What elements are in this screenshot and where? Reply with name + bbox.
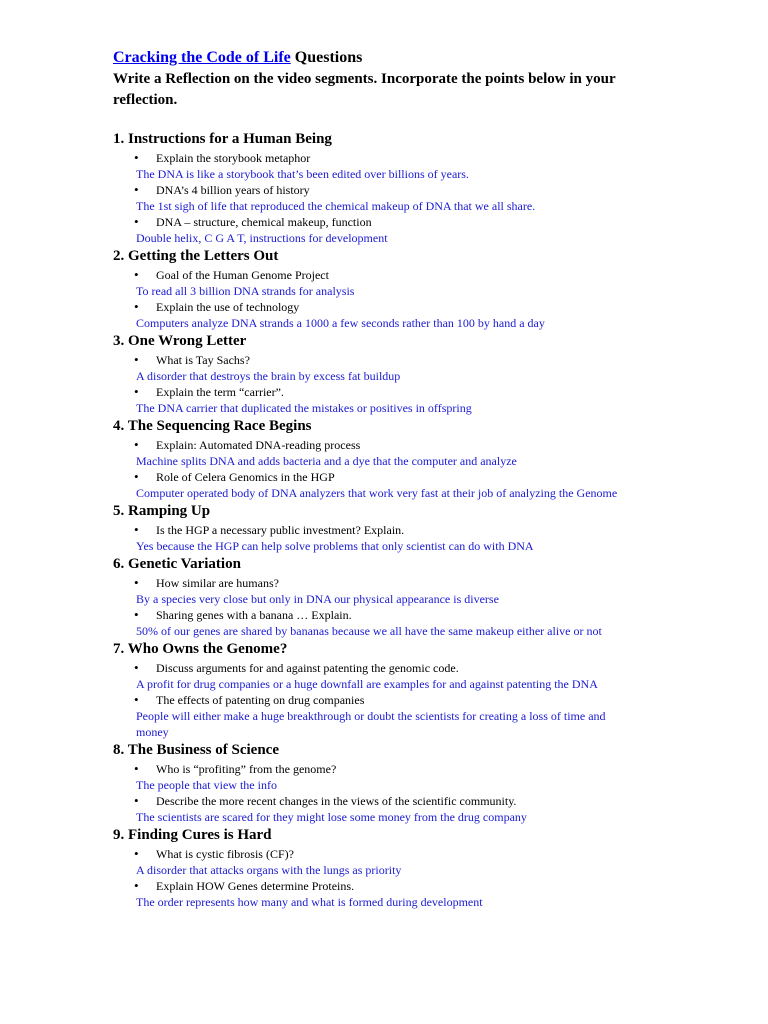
answer-text: Yes because the HGP can help solve problems that only scientist can do with DNA — [136, 539, 534, 553]
answer-text: The 1st sigh of life that reproduced the chemical makeup of DNA that we all share. — [136, 199, 536, 213]
bullet-icon — [113, 352, 156, 368]
answer-text: The order represents how many and what is formed during development — [136, 895, 483, 909]
question-item — [113, 793, 673, 809]
bullet-icon — [113, 692, 156, 708]
question-item — [113, 352, 673, 368]
bullet-icon — [113, 793, 156, 809]
answer-text: 50% of our genes are shared by bananas because we all have the same makeup either alive or not — [136, 624, 602, 638]
answer-text: People will either make a huge breakthrough or doubt the scientists for creating a loss of time and money — [136, 709, 606, 739]
question-text: Discuss arguments for and against patenting the genomic code. — [156, 661, 459, 675]
question-text: How similar are humans? — [156, 576, 279, 590]
question-item — [113, 267, 673, 283]
bullet-icon — [113, 150, 156, 166]
question-text: Explain HOW Genes determine Proteins. — [156, 879, 355, 893]
section-heading: 2. Getting the Letters Out — [113, 248, 279, 264]
bullet-icon — [113, 878, 156, 894]
bullet-icon — [113, 522, 156, 538]
bullet-icon — [113, 575, 156, 591]
question-item — [113, 182, 673, 198]
bullet-icon — [113, 607, 156, 623]
section-heading: 5. Ramping Up — [113, 503, 211, 519]
answer-text: Machine splits DNA and adds bacteria and a dye that the computer and analyze — [136, 454, 517, 468]
bullet-icon — [113, 299, 156, 315]
answer-text: A disorder that attacks organs with the lungs as priority — [136, 863, 402, 877]
answer-text: To read all 3 billion DNA strands for analysis — [136, 284, 355, 298]
question-text: Explain the use of technology — [156, 300, 300, 314]
bullet-icon — [113, 267, 156, 283]
section-heading: 1. Instructions for a Human Being — [113, 131, 332, 147]
question-text: DNA – structure, chemical makeup, function — [156, 215, 372, 229]
answer-text: A profit for drug companies or a huge downfall are examples for and against patenting the DNA — [136, 677, 598, 691]
bullet-icon — [113, 384, 156, 400]
question-item — [113, 437, 673, 453]
bullet-icon — [113, 846, 156, 862]
question-item — [113, 299, 673, 315]
answer-text: Computer operated body of DNA analyzers that work very fast at their job of analyzing the Genome — [136, 486, 618, 500]
bullet-icon — [113, 214, 156, 230]
question-item — [113, 761, 673, 777]
document-title — [113, 48, 362, 68]
question-item — [113, 469, 673, 485]
answer-text: A disorder that destroys the brain by excess fat buildup — [136, 369, 401, 383]
question-text: Who is “profiting” from the genome? — [156, 762, 337, 776]
section-heading: 6. Genetic Variation — [113, 556, 241, 572]
answer-text: By a species very close but only in DNA our physical appearance is diverse — [136, 592, 499, 606]
question-text: What is cystic fibrosis (CF)? — [156, 847, 294, 861]
bullet-icon — [113, 660, 156, 676]
question-text: Explain the storybook metaphor — [156, 151, 311, 165]
instructions-text: Write a Reflection on the video segments. Incorporate the points below in your reflection. — [113, 71, 616, 108]
question-item — [113, 607, 673, 623]
question-text: Describe the more recent changes in the views of the scientific community. — [156, 794, 517, 808]
answer-text: Computers analyze DNA strands a 1000 a few seconds rather than 100 by hand a day — [136, 316, 545, 330]
question-item — [113, 522, 673, 538]
question-text: DNA’s 4 billion years of history — [156, 183, 310, 197]
section-heading: 3. One Wrong Letter — [113, 333, 247, 349]
question-item — [113, 878, 673, 894]
answer-text: The DNA is like a storybook that’s been edited over billions of years. — [136, 167, 469, 181]
section-heading: 8. The Business of Science — [113, 742, 279, 758]
answer-text: The DNA carrier that duplicated the mistakes or positives in offspring — [136, 401, 472, 415]
answer-text: The scientists are scared for they might lose some money from the drug company — [136, 810, 527, 824]
question-text: Goal of the Human Genome Project — [156, 268, 329, 282]
question-list — [113, 129, 673, 910]
bullet-icon — [113, 469, 156, 485]
section-heading: 4. The Sequencing Race Begins — [113, 418, 312, 434]
question-item — [113, 384, 673, 400]
bullet-icon — [113, 437, 156, 453]
bullet-icon — [113, 182, 156, 198]
question-item — [113, 214, 673, 230]
title-link[interactable]: Cracking the Code of Life — [113, 49, 291, 66]
bullet-icon — [113, 761, 156, 777]
question-text: Role of Celera Genomics in the HGP — [156, 470, 335, 484]
question-text: Explain the term “carrier”. — [156, 385, 284, 399]
section-heading: 7. Who Owns the Genome? — [113, 641, 288, 657]
question-item — [113, 575, 673, 591]
section-heading: 9. Finding Cures is Hard — [113, 827, 272, 843]
question-text: Explain: Automated DNA-reading process — [156, 438, 361, 452]
answer-text: Double helix, C G A T, instructions for development — [136, 231, 388, 245]
question-text: Sharing genes with a banana … Explain. — [156, 608, 352, 622]
question-item — [113, 150, 673, 166]
question-item — [113, 692, 673, 708]
question-text: What is Tay Sachs? — [156, 353, 250, 367]
question-text: Is the HGP a necessary public investment? Explain. — [156, 523, 405, 537]
question-item — [113, 660, 673, 676]
answer-text: The people that view the info — [136, 778, 277, 792]
question-item — [113, 846, 673, 862]
question-text: The effects of patenting on drug companies — [156, 693, 365, 707]
title-suffix: Questions — [290, 49, 363, 66]
